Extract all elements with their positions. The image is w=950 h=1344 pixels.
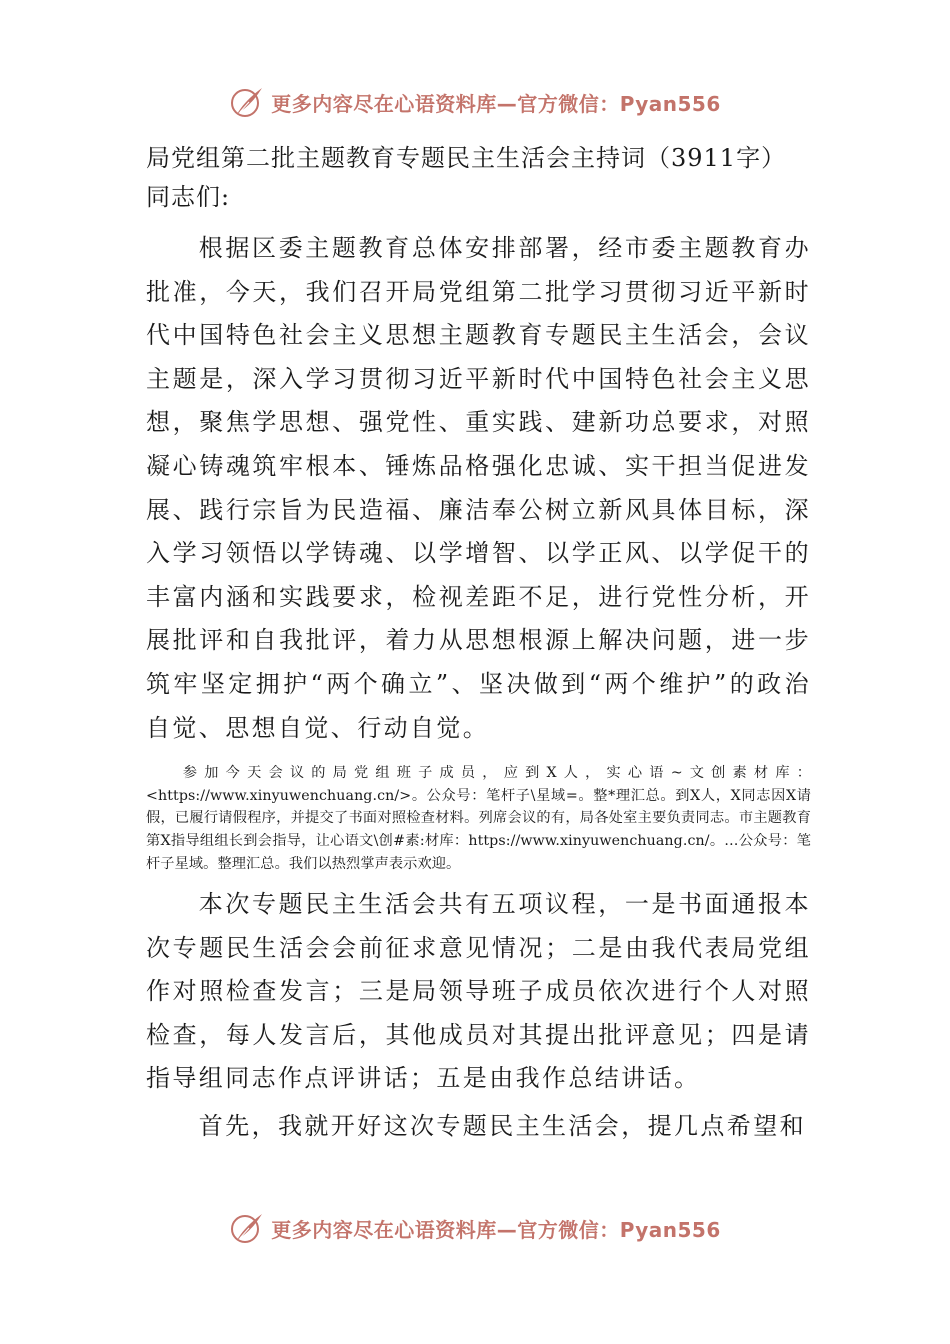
document-body	[146, 140, 811, 1149]
document-title: 局党组第二批主题教育专题民主生活会主持词（3911字）	[146, 144, 787, 172]
small-paragraph: 参加今天会议的局党组班子成员，应到X人，实心语~文创素材库：<https://www.xinyuwenchuang.cn/>。公众号：笔杆子\星域=。整*理汇总。到X人，X同志因X请假，已履行请假程序，并提交了书面对照检查材料。列席会议的有，局各处室主要负责同志。市主题教育第X指导组组长到会指导，让心语文\创#素:材库：https://www.xinyuwenchuang.cn/。…公众号：笔杆子星域。整理汇总。我们以热烈掌声表示欢迎。	[146, 765, 811, 872]
footer-banner	[0, 1208, 950, 1248]
paragraph-2: 本次专题民主生活会共有五项议程，一是书面通报本次专题民生活会会前征求意见情况；二是由我代表局党组作对照检查发言；三是局领导班子成员依次进行个人对照检查，每人发言后，其他成员对其提出批评意见；四是请指导组同志作点评讲话；五是由我作总结讲话。	[146, 890, 811, 1093]
paragraph-3: 首先，我就开好这次专题民主生活会，提几点希望和	[198, 1112, 806, 1141]
banner-text: 更多内容尽在心语资料库—官方微信：Pyan556	[271, 91, 721, 116]
salutation: 同志们:	[146, 183, 231, 211]
quill-pen-logo-icon	[229, 1210, 265, 1246]
banner-text: 更多内容尽在心语资料库—官方微信：Pyan556	[271, 1217, 721, 1242]
header-banner	[0, 82, 950, 122]
paragraph-1: 根据区委主题教育总体安排部署，经市委主题教育办批准，今天，我们召开局党组第二批学习贯彻习近平新时代中国特色社会主义思想主题教育专题民主生活会，会议主题是，深入学习贯彻习近平新时代中国特色社会主义思想，聚焦学思想、强党性、重实践、建新功总要求，对照凝心铸魂筑牢根本、锤炼品格强化忠诚、实干担当促进发展、践行宗旨为民造福、廉洁奉公树立新风具体目标，深入学习领悟以学铸魂、以学增智、以学正风、以学促干的丰富内涵和实践要求，检视差距不足，进行党性分析，开展批评和自我批评，着力从思想根源上解决问题，进一步筑牢坚定拥护“两个确立”、坚决做到“两个维护”的政治自觉、思想自觉、行动自觉。	[146, 234, 811, 742]
quill-pen-logo-icon	[229, 84, 265, 120]
